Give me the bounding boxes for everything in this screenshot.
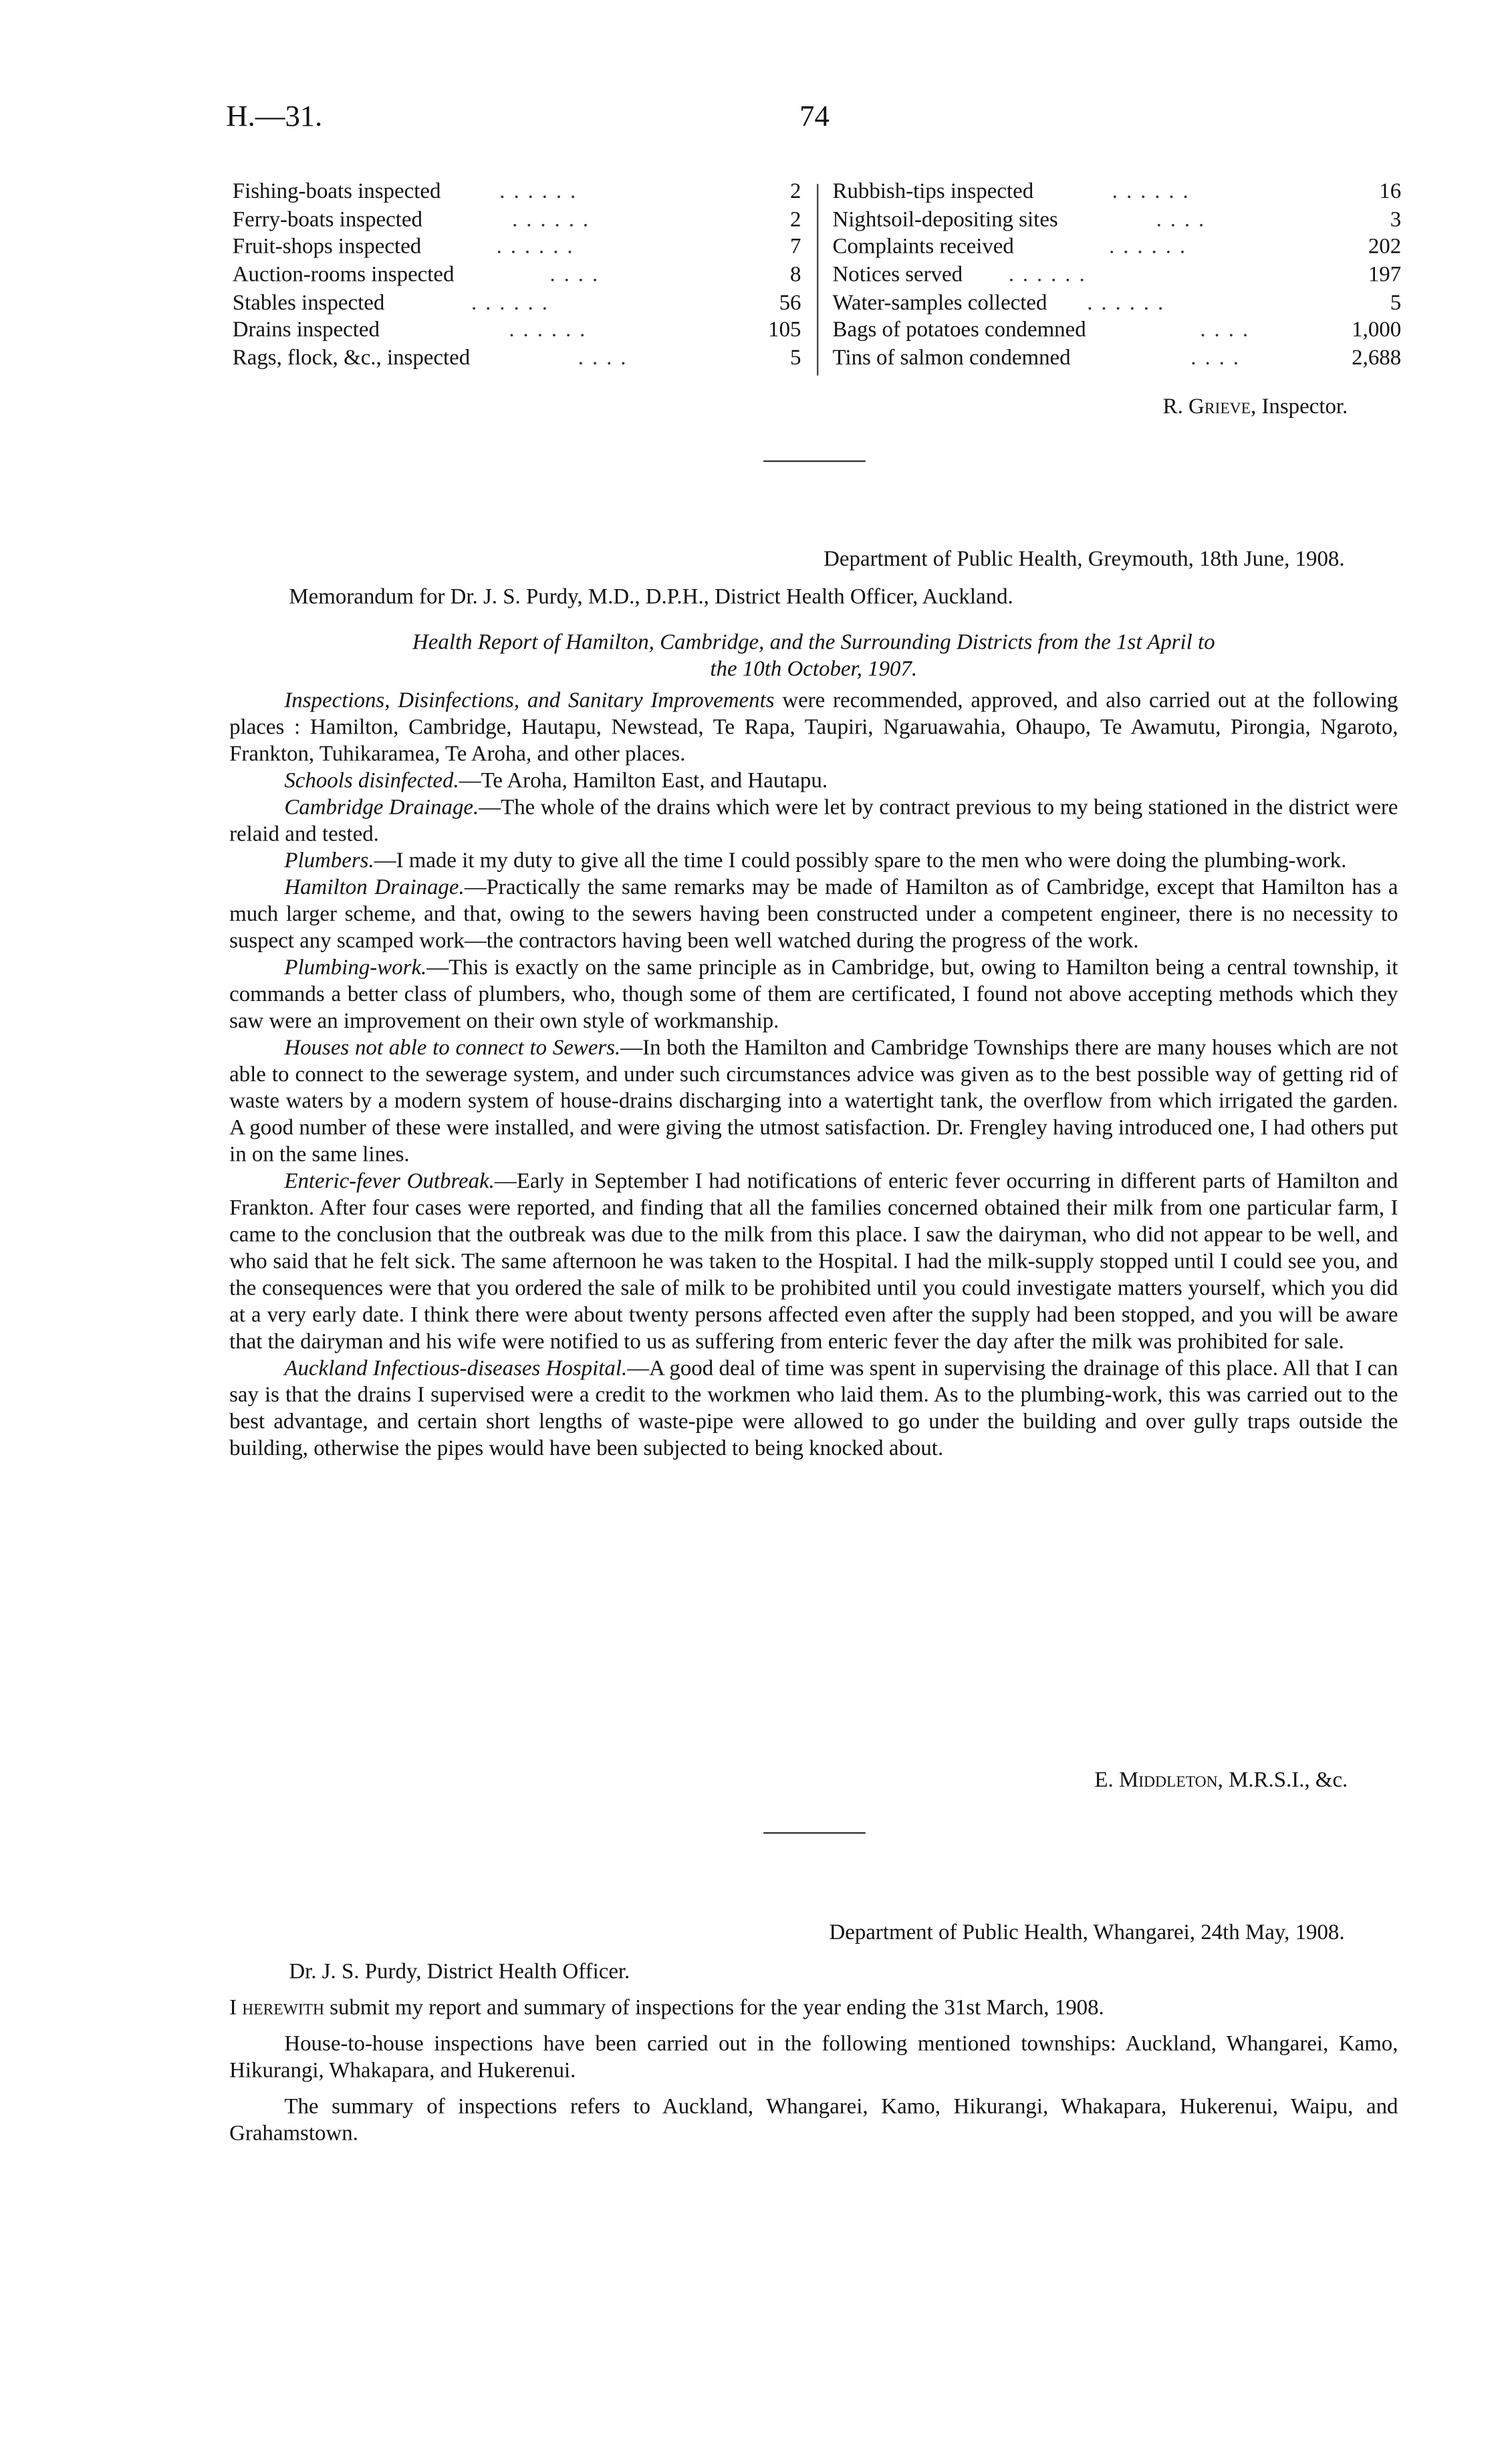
paragraph-text: —I made it my duty to give all the time I could possibly spare to the men who were doing the plumbing-work. [374,850,1347,874]
stat-label: Stables inspected [232,292,385,316]
memo2-dateline: Department of Public Health, Whangarei, 24th May, 1908. [829,1922,1345,1946]
stat-label: Water-samples collected [832,292,1047,316]
memo1-dateline: Department of Public Health, Greymouth, 18th June, 1908. [824,548,1345,572]
stat-row [833,263,1402,291]
stat-label: Tins of salmon condemned [832,347,1071,371]
leader-dots: . . . . . . [512,208,590,233]
stat-label: Complaints received [832,236,1014,260]
document-code: H.—31. [226,100,323,134]
section-rule [763,1832,866,1833]
column-divider [817,184,818,376]
stat-label: Rags, flock, &c., inspected [232,347,471,371]
stat-label: Ferry-boats inspected [232,208,422,233]
memo2-paragraph: House-to-house inspections have been carried out in the following mentioned townships: Auckland, Whangarei, Kamo, Hikurangi, Whakapara, and Hukerenui. [229,2033,1398,2084]
opening-words: I herewith [229,1997,324,2021]
stat-value: 2 [790,181,801,205]
memo1-paragraph [229,1169,1398,1356]
stat-row [833,290,1402,318]
leader-dots: . . . . [1190,347,1241,371]
memo1-paragraph [229,875,1398,956]
stat-value: 7 [790,236,801,260]
stat-row [233,346,804,374]
signatory-name: E. Middleton [1094,1769,1218,1793]
leader-dots: . . . . [1200,320,1250,344]
memo1-paragraph [229,956,1398,1036]
stat-label: Notices served [832,263,963,288]
memo1-title-line2: the 10th October, 1907. [710,658,918,682]
stat-value: 3 [1390,208,1402,233]
memo1-paragraph [229,795,1398,849]
memo2-body [229,1996,1398,2148]
inspection-stats-left [233,179,804,374]
stat-row [233,207,804,235]
stat-value: 8 [790,263,801,288]
leader-dots: . . . . . . [499,181,578,205]
stat-value: 5 [1390,292,1402,316]
memo1-paragraph [229,849,1398,875]
stat-row [833,346,1402,374]
leader-dots: . . . . . . [496,236,574,260]
paragraph-heading: Inspections, Disinfections, and Sanitary Improvements [284,689,775,713]
stat-row [233,290,804,318]
memo2-intro-paragraph [229,1996,1398,2023]
stat-value: 1,000 [1352,320,1402,344]
paragraph-text: were recommended, approved, and also carried out at the following places : Hamilton, Cambridge, Hautapu, Newstead, Te Rapa, Taupiri, Ngaruawahia, Ohaupo, Te Awamutu, Pirongia, Ngaroto, Frankton, Tuhikaramea, Te Aroha, and other places. [229,689,1398,767]
signatory-title: , M.R.S.I., &c. [1217,1769,1348,1793]
leader-dots: . . . . [578,347,628,371]
stat-row [233,318,804,346]
memo1-addressee: Memorandum for Dr. J. S. Purdy, M.D., D.P.H., District Health Officer, Auckland. [289,586,1013,610]
stat-row [833,207,1402,235]
signature-middleton [880,1768,1348,1795]
paragraph-heading: Schools disinfected. [284,770,459,794]
stat-value: 197 [1368,263,1402,288]
stat-row [833,235,1402,263]
stat-row [833,179,1402,207]
stat-row [233,235,804,263]
paragraph-text: —A good deal of time was spent in supervising the drainage of this place. All that I can say is that the drains I supervised were a credit to the workmen who laid them. As to the plumbing-work, this was carried out to the best advantage, and certain short lengths of waste-pipe were allowed to go under the building and over gully traps outside the building, otherwise the pipes would have been subjected to being knocked about. [229,1357,1398,1462]
paragraph-heading: Cambridge Drainage. [284,796,479,820]
stat-label: Fishing-boats inspected [232,181,441,205]
leader-dots: . . . . [1156,208,1206,233]
memo2-addressee: Dr. J. S. Purdy, District Health Officer. [289,1961,630,1985]
signatory-name: R. Grieve [1162,396,1251,420]
leader-dots: . . . . . . [471,292,549,316]
page-number: 74 [799,100,830,134]
stat-value: 2 [790,208,801,233]
paragraph-text: —Early in September I had notifications of enteric fever occurring in different parts of Hamilton and Frankton. After four cases were reported, and finding that all the families concerned obtained their milk from one particular farm, I came to the conclusion that the outbreak was due to the milk from this place. I saw the dairyman, who did not appear to be well, and who said that he felt sick. The same afternoon he was taken to the Hospital. I had the milk-supply stopped until I could see you, and the consequences were that you ordered the sale of milk to be prohibited until you could investigate matters yourself, which you did at a very early date. I think there were about twenty persons affected even after the supply had been stopped, and you will be aware that the dairyman and his wife were notified to us as suffering from enteric fever the day after the milk was prohibited for sale. [229,1170,1398,1355]
signature-grieve [880,395,1348,421]
memo1-paragraph [229,768,1398,795]
leader-dots: . . . . . . [509,320,587,344]
stat-value: 202 [1368,236,1402,260]
leader-dots: . . . . [549,263,600,288]
paragraph-text: —The whole of the drains which were let by contract previous to my being stationed in the district were relaid and tested. [229,796,1398,847]
intro-text: submit my report and summary of inspections for the year ending the 31st March, 1908. [324,1997,1104,2021]
signatory-title: , Inspector. [1251,396,1348,420]
inspection-stats-right [833,179,1402,374]
paragraph-heading: Plumbing-work. [284,957,427,981]
memo1-title-line1: Health Report of Hamilton, Cambridge, and the Surrounding Districts from the 1st April to [412,631,1215,655]
stat-label: Nightsoil-depositing sites [832,208,1058,233]
leader-dots: . . . . . . [1112,181,1190,205]
stat-value: 5 [790,347,801,371]
memo1-body [229,688,1398,1463]
stat-label: Rubbish-tips inspected [832,181,1034,205]
stat-value: 56 [779,292,801,316]
leader-dots: . . . . . . [1109,236,1187,260]
memo1-paragraph [229,688,1398,768]
paragraph-text: —This is exactly on the same principle as in Cambridge, but, owing to Hamilton being a central township, it commands a better class of plumbers, who, though some of them are certificated, I found not above accepting methods which they saw were an improvement on their own style of workmanship. [229,957,1398,1034]
memo2-paragraph: The summary of inspections refers to Auckland, Whangarei, Kamo, Hikurangi, Whakapara, Hukerenui, Waipu, and Grahamstown. [229,2096,1398,2147]
stat-value: 2,688 [1352,347,1402,371]
stat-value: 105 [768,320,801,344]
paragraph-heading: Plumbers. [284,850,374,874]
stat-row [833,318,1402,346]
section-rule [763,461,866,462]
paragraph-text: —Practically the same remarks may be made of Hamilton as of Cambridge, except that Hamilton has a much larger scheme, and that, owing to the sewers having been constructed under a competent engineer, there is no necessity to suspect any scamped work—the contractors having been well watched during the progress of the work. [229,877,1398,954]
stat-label: Bags of potatoes condemned [832,320,1086,344]
paragraph-heading: Houses not able to connect to Sewers. [284,1036,621,1061]
stat-label: Auction-rooms inspected [232,263,455,288]
stat-value: 16 [1379,181,1402,205]
memo1-paragraph [229,1356,1398,1463]
paragraph-text: —In both the Hamilton and Cambridge Townships there are many houses which are not able to connect to the sewerage system, and under such circumstances advice was given as to the best possible way of getting rid of waste waters by a modern system of house-drains discharging into a watertight tank, the overflow from which irrigated the garden. A good number of these were installed, and were giving the utmost satisfaction. Dr. Frengley having introduced one, I had others put in on the same lines. [229,1036,1398,1168]
paragraph-heading: Auckland Infectious-diseases Hospital. [284,1357,628,1381]
stat-row [233,179,804,207]
leader-dots: . . . . . . [1087,292,1165,316]
paragraph-heading: Enteric-fever Outbreak. [284,1170,495,1194]
paragraph-text: —Te Aroha, Hamilton East, and Hautapu. [459,770,828,794]
leader-dots: . . . . . . [1008,263,1087,288]
stat-row [233,263,804,291]
paragraph-heading: Hamilton Drainage. [284,877,465,901]
stat-label: Drains inspected [232,320,380,344]
stat-label: Fruit-shops inspected [232,236,422,260]
memo1-paragraph [229,1036,1398,1169]
